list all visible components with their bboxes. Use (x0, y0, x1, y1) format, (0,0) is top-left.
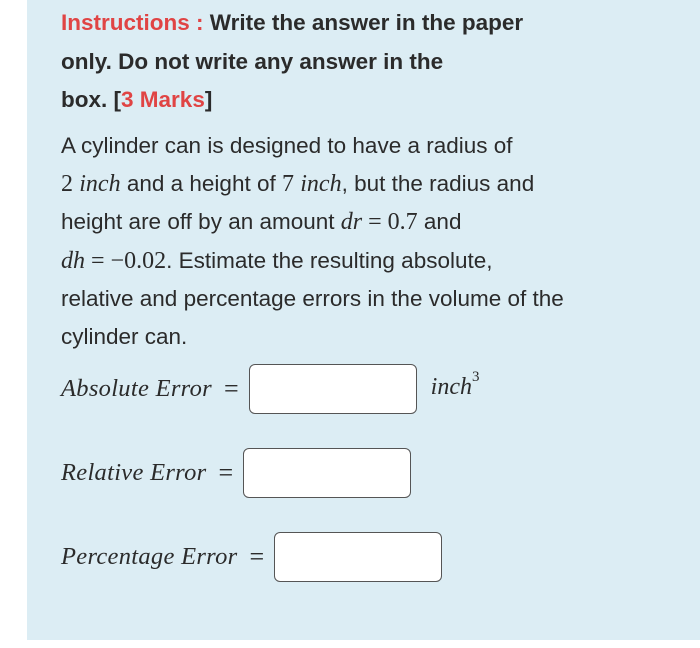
height-unit: inch (300, 170, 342, 197)
instructions-label: Instructions : (61, 10, 204, 35)
dh-symbol: dh (61, 247, 85, 274)
unit-exponent: 3 (471, 369, 480, 385)
percentage-error-row (61, 532, 442, 582)
dh-equation: = −0.02 (85, 247, 167, 274)
problem-text-radius-and: , but the radius and (341, 170, 535, 196)
absolute-error-label: Absolute Error (61, 375, 212, 402)
instructions-block (61, 4, 681, 120)
radius-value: 2 (61, 170, 73, 197)
relative-error-row (61, 448, 411, 498)
relative-error-label: Relative Error (61, 459, 207, 486)
instructions-line2: only. Do not write any answer in the (61, 48, 444, 74)
problem-line1: A cylinder can is designed to have a radius of (61, 133, 513, 158)
percentage-error-input[interactable] (274, 532, 442, 582)
relative-error-equals: = (218, 458, 234, 487)
problem-text-estimate: . Estimate the resulting absolute, (166, 247, 493, 273)
page-bottom-strip (0, 640, 700, 648)
marks-bracket-close: ] (204, 87, 213, 112)
height-value: 7 (281, 170, 294, 197)
instructions-line3: box. (61, 87, 108, 112)
problem-statement (61, 127, 681, 355)
problem-line6: cylinder can. (61, 323, 188, 349)
percentage-error-equals: = (249, 542, 265, 571)
dr-equation: = 0.7 (362, 209, 418, 235)
problem-text-and: and (417, 209, 462, 234)
absolute-error-input[interactable] (249, 364, 417, 414)
relative-error-input[interactable] (243, 448, 411, 498)
marks-bracket-open: [ (113, 87, 122, 112)
percentage-error-label: Percentage Error (61, 543, 238, 570)
absolute-error-unit (430, 369, 480, 401)
problem-text-height: and a height of (120, 170, 282, 196)
absolute-error-equals: = (223, 374, 239, 403)
absolute-error-row (61, 364, 479, 414)
unit-label: inch (430, 374, 472, 400)
dr-symbol: dr (340, 209, 363, 235)
radius-unit: inch (79, 170, 121, 197)
instructions-line1: Write the answer in the paper (209, 10, 524, 35)
problem-line5: relative and percentage errors in the volume of the (61, 286, 564, 311)
marks-label: 3 Marks (121, 87, 205, 112)
problem-line3: height are off by an amount (61, 209, 341, 234)
